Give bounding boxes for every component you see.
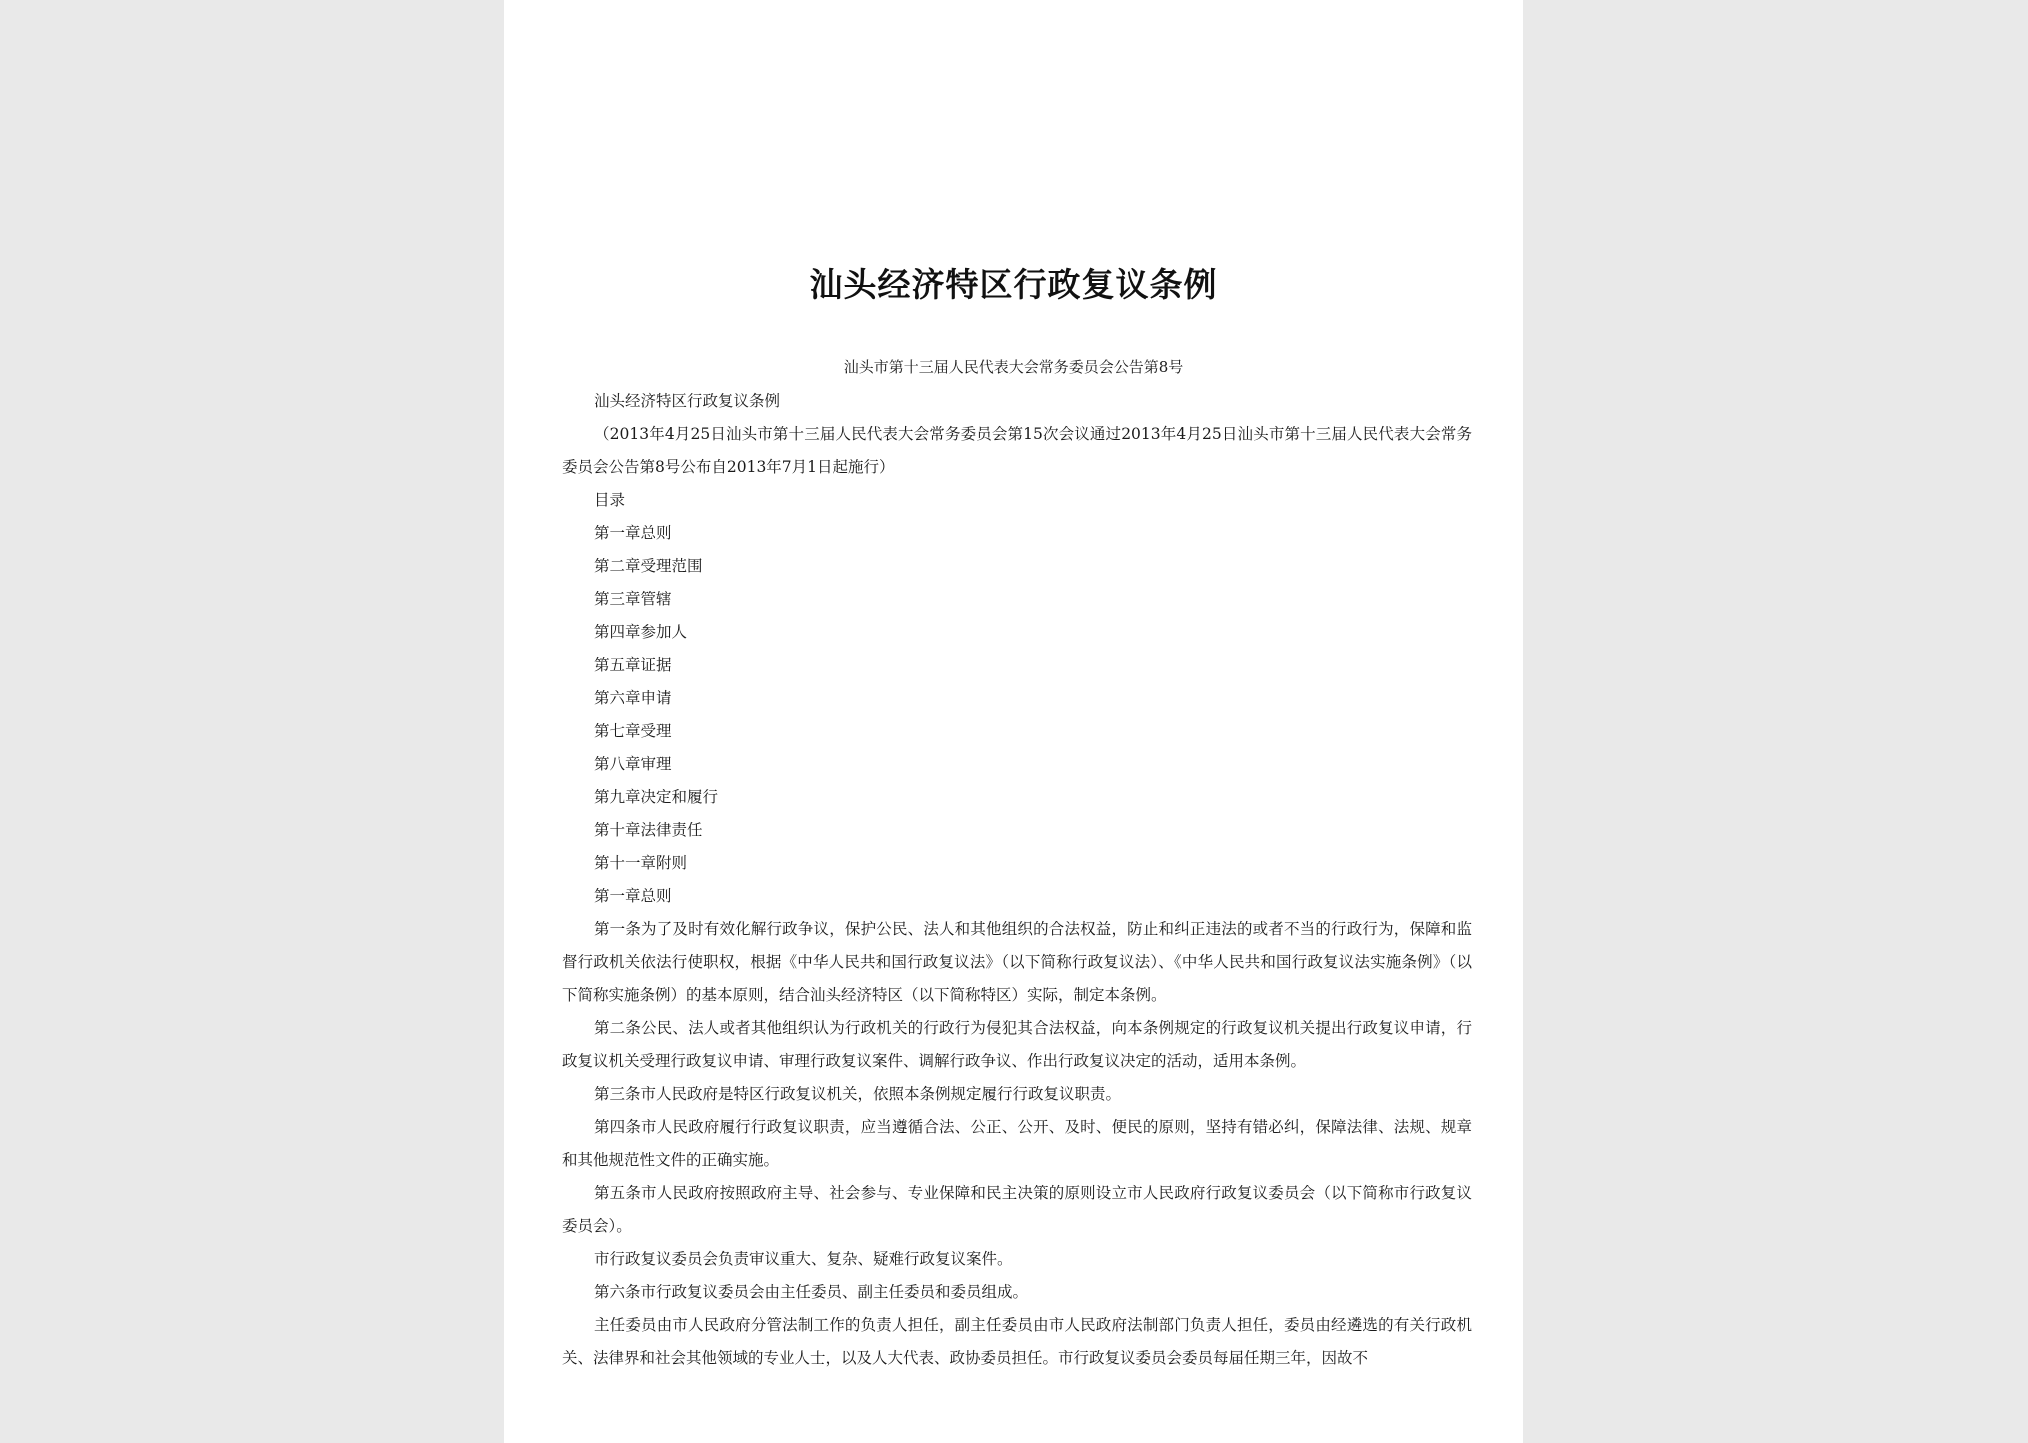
paragraph: 第一章总则 — [594, 887, 672, 905]
paragraph: 第二条公民、法人或者其他组织认为行政机关的行政行为侵犯其合法权益，向本条例规定的行政复议机关提出行政复议申请，行政复议机关受理行政复议申请、审理行政复议案件、调解行政争议、作出行政复议决定的活动，适用本条例。 — [562, 1019, 1472, 1070]
paragraph: 市行政复议委员会负责审议重大、复杂、疑难行政复议案件。 — [594, 1250, 1013, 1268]
paragraph: 主任委员由市人民政府分管法制工作的负责人担任，副主任委员由市人民政府法制部门负责人担任，委员由经遴选的有关行政机关、法律界和社会其他领域的专业人士，以及人大代表、政协委员担任。市行政复议委员会委员每届任期三年，因故不 — [562, 1316, 1472, 1367]
paragraph: 第四条市人民政府履行行政复议职责，应当遵循合法、公正、公开、及时、便民的原则，坚持有错必纠，保障法律、法规、规章和其他规范性文件的正确实施。 — [562, 1118, 1472, 1169]
paragraph: 目录 — [594, 491, 626, 509]
announcement-line: 汕头市第十三届人民代表大会常务委员会公告第8号 — [843, 358, 1184, 376]
paragraph: 第六章申请 — [594, 689, 672, 707]
paragraph: 第五章证据 — [594, 656, 672, 674]
paragraph: 第三章管辖 — [594, 590, 672, 608]
paragraph: 第四章参加人 — [594, 623, 688, 641]
paragraph: 第六条市行政复议委员会由主任委员、副主任委员和委员组成。 — [594, 1283, 1029, 1301]
paragraph: 第二章受理范围 — [594, 557, 703, 575]
paragraph: （2013年4月25日汕头市第十三届人民代表大会常务委员会第15次会议通过2013年4月25日汕头市第十三届人民代表大会常务委员会公告第8号公布自2013年7月1日起施行） — [562, 425, 1472, 476]
paragraph: 第九章决定和履行 — [594, 788, 719, 806]
paragraph: 第一条为了及时有效化解行政争议，保护公民、法人和其他组织的合法权益，防止和纠正违法的或者不当的行政行为，保障和监督行政机关依法行使职权，根据《中华人民共和国行政复议法》（以下简称行政复议法）、《中华人民共和国行政复议法实施条例》（以下简称实施条例）的基本原则，结合汕头经济特区（以下简称特区）实际，制定本条例。 — [562, 920, 1472, 1004]
paragraph: 第七章受理 — [594, 722, 672, 740]
paragraph: 第一章总则 — [594, 524, 672, 542]
document-page — [504, 0, 1523, 1443]
paragraph: 第十一章附则 — [594, 854, 688, 872]
document-title: 汕头经济特区行政复议条例 — [809, 265, 1218, 304]
document-body — [562, 385, 1472, 1375]
paragraph: 第三条市人民政府是特区行政复议机关，依照本条例规定履行行政复议职责。 — [594, 1085, 1122, 1103]
paragraph: 第五条市人民政府按照政府主导、社会参与、专业保障和民主决策的原则设立市人民政府行政复议委员会（以下简称市行政复议委员会）。 — [562, 1184, 1472, 1235]
paragraph: 第十章法律责任 — [594, 821, 703, 839]
paragraph: 汕头经济特区行政复议条例 — [594, 392, 781, 410]
paragraph: 第八章审理 — [594, 755, 672, 773]
